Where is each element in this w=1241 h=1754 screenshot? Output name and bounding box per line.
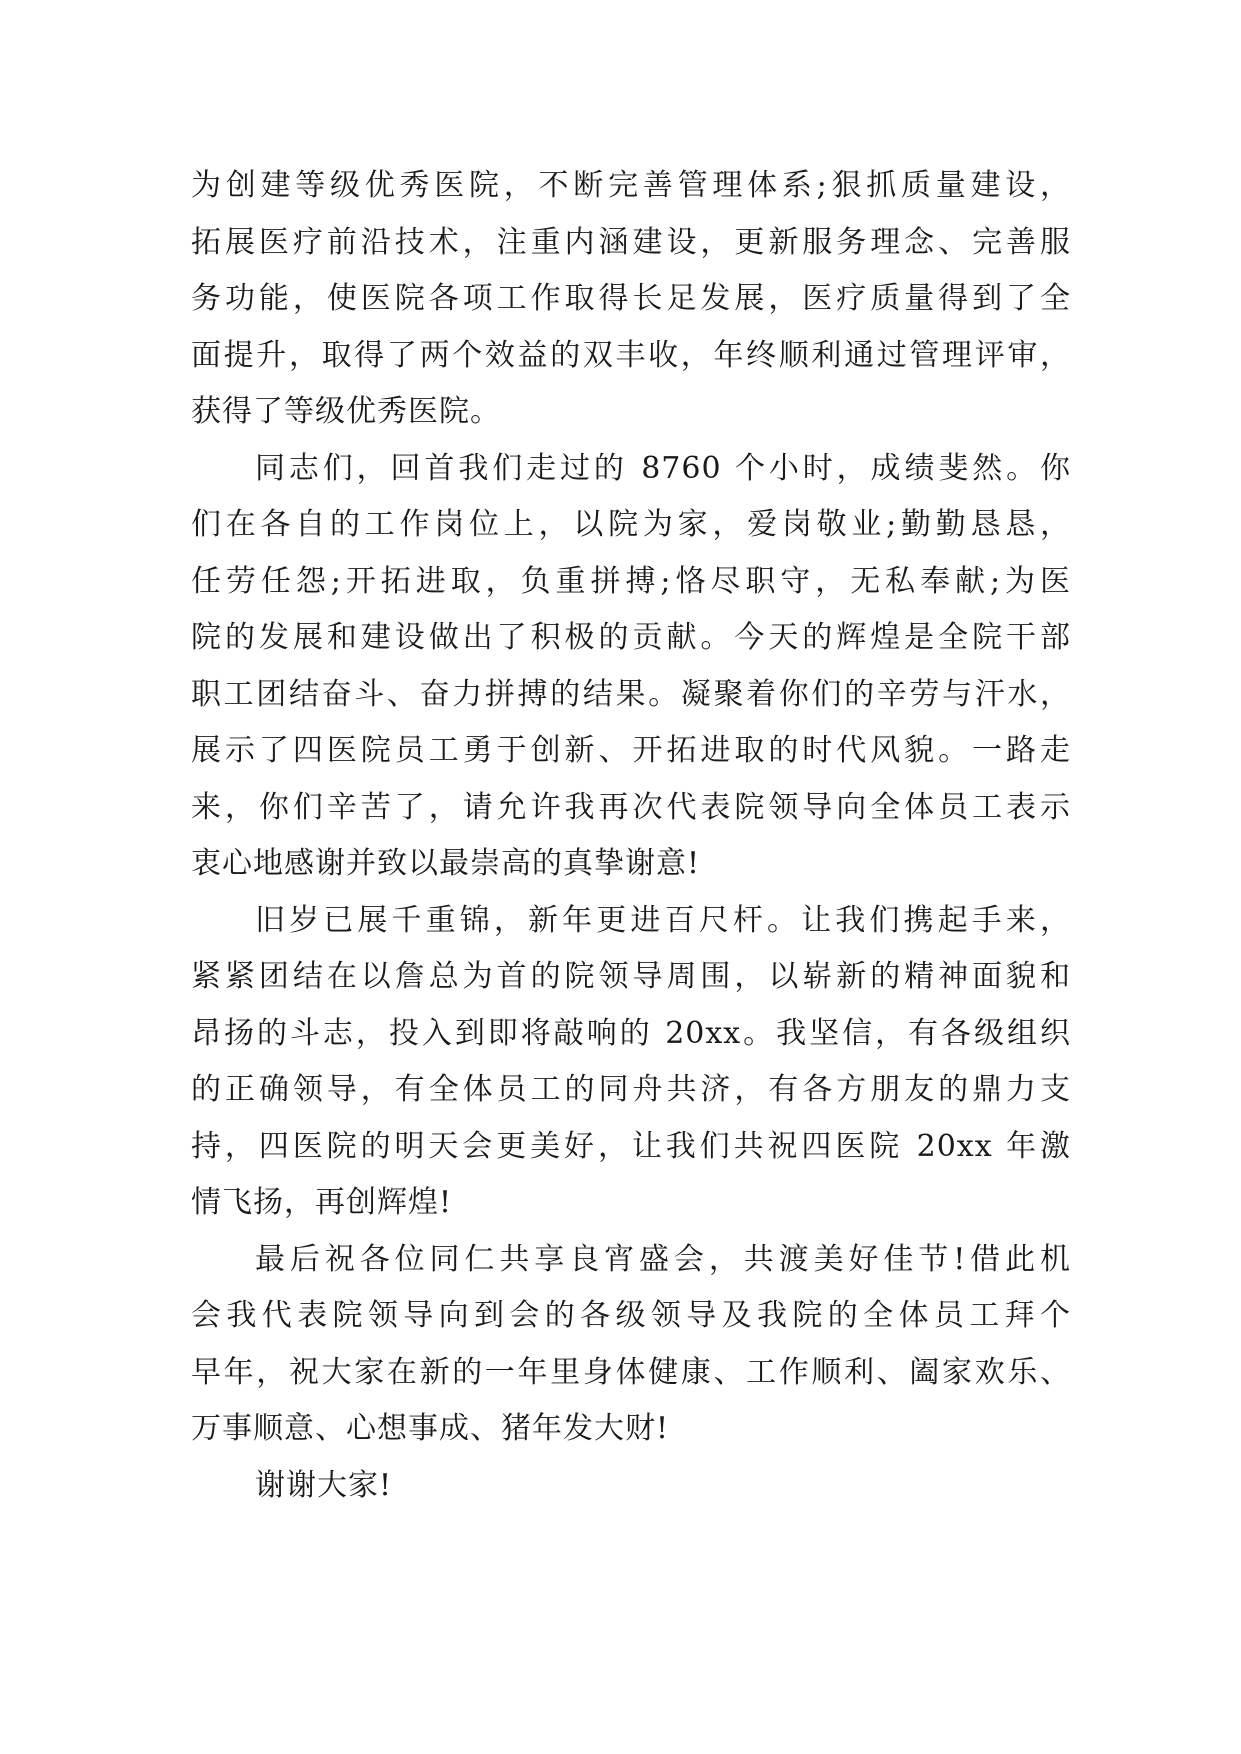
text-line: 任劳任怨;开拓进取，负重拼搏;恪尽职守，无私奉献;为医 (191, 563, 1071, 599)
text-line: 的正确领导，有全体员工的同舟共济，有各方朋友的鼎力支 (191, 1072, 1071, 1107)
text-line: 持，四医院的明天会更美好，让我们共祝四医院 20xx 年激 (191, 1128, 1071, 1164)
text-line: 紧紧团结在以詹总为首的院领导周围，以崭新的精神面貌和 (191, 959, 1071, 994)
text-line: 为创建等级优秀医院，不断完善管理体系;狠抓质量建设， (191, 168, 1071, 203)
text-line: 最后祝各位同仁共享良宵盛会，共渡美好佳节!借此机 (255, 1241, 1071, 1277)
text-line: 万事顺意、心想事成、猪年发大财! (191, 1411, 670, 1446)
text-line: 旧岁已展千重锦，新年更进百尺杆。让我们携起手来， (255, 902, 1071, 938)
text-line: 务功能，使医院各项工作取得长足发展，医疗质量得到了全 (191, 281, 1071, 316)
text-line: 来，你们辛苦了，请允许我再次代表院领导向全体员工表示 (191, 789, 1071, 825)
text-line: 展示了四医院员工勇于创新、开拓进取的时代风貌。一路走 (191, 733, 1071, 768)
text-line: 职工团结奋斗、奋力拼搏的结果。凝聚着你们的辛劳与汗水， (191, 676, 1071, 712)
text-line: 会我代表院领导向到会的各级领导及我院的全体员工拜个 (191, 1298, 1071, 1333)
text-line: 谢谢大家! (255, 1467, 393, 1503)
text-line: 院的发展和建设做出了积极的贡献。今天的辉煌是全院干部 (191, 620, 1071, 655)
text-line: 拓展医疗前沿技术，注重内涵建设，更新服务理念、完善服 (191, 224, 1071, 260)
paragraph (191, 893, 1071, 1232)
text-line: 获得了等级优秀医院。 (191, 394, 501, 429)
text-line: 衷心地感谢并致以最崇高的真挚谢意! (191, 846, 701, 881)
text-line: 昂扬的斗志，投入到即将敲响的 20xx。我坚信，有各级组织 (191, 1015, 1071, 1051)
paragraph (191, 1458, 1071, 1515)
text-line: 情飞扬，再创辉煌! (191, 1185, 453, 1220)
paragraph (191, 441, 1071, 893)
text-line: 同志们，回首我们走过的 8760 个小时，成绩斐然。你 (255, 450, 1071, 486)
document-body (191, 158, 1071, 1514)
text-line: 早年，祝大家在新的一年里身体健康、工作顺利、阖家欢乐、 (191, 1354, 1071, 1390)
paragraph (191, 158, 1071, 441)
text-line: 们在各自的工作岗位上，以院为家，爱岗敬业;勤勤恳恳， (191, 507, 1071, 542)
text-line: 面提升，取得了两个效益的双丰收，年终顺利通过管理评审， (191, 337, 1071, 373)
paragraph (191, 1232, 1071, 1458)
